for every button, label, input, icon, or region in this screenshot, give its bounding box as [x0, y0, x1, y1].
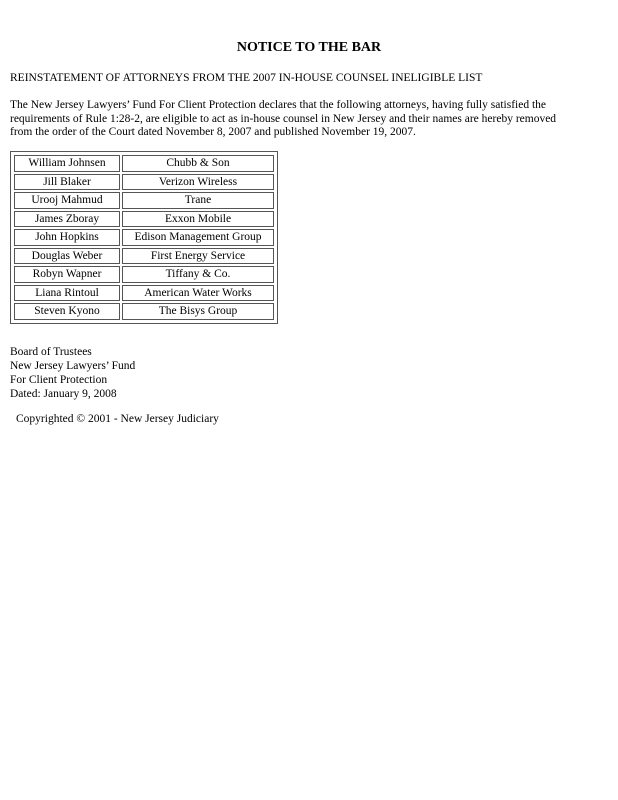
attorney-name-cell: Jill Blaker — [14, 174, 120, 191]
attorney-name-cell: Robyn Wapner — [14, 266, 120, 283]
table-row — [14, 285, 274, 302]
attorney-table — [10, 151, 278, 324]
employer-cell: Chubb & Son — [122, 155, 274, 172]
table-row — [14, 303, 274, 320]
attorney-name-cell: Urooj Mahmud — [14, 192, 120, 209]
attorney-name-cell: John Hopkins — [14, 229, 120, 246]
attorney-name-cell: Steven Kyono — [14, 303, 120, 320]
notice-subtitle: REINSTATEMENT OF ATTORNEYS FROM THE 2007 IN-HOUSE COUNSEL INELIGIBLE LIST — [10, 72, 483, 84]
employer-cell: First Energy Service — [122, 248, 274, 265]
table-row — [14, 266, 274, 283]
table-row — [14, 229, 274, 246]
employer-cell: Tiffany & Co. — [122, 266, 274, 283]
employer-cell: Verizon Wireless — [122, 174, 274, 191]
attorney-name-cell: James Zboray — [14, 211, 120, 228]
signature-block — [10, 345, 135, 401]
signature-line: New Jersey Lawyers’ Fund — [10, 360, 136, 372]
paragraph-line: The New Jersey Lawyers’ Fund For Client Protection declares that the following attorneys, having fully satisfied the — [10, 99, 547, 111]
attorney-name-cell: William Johnsen — [14, 155, 120, 172]
employer-cell: American Water Works — [122, 285, 274, 302]
employer-cell: Exxon Mobile — [122, 211, 274, 228]
attorney-name-cell: Liana Rintoul — [14, 285, 120, 302]
signature-date: Dated: January 9, 2008 — [10, 388, 117, 400]
notice-paragraph — [10, 99, 610, 140]
employer-cell: Edison Management Group — [122, 229, 274, 246]
signature-line: For Client Protection — [10, 374, 108, 386]
signature-line: Board of Trustees — [10, 346, 92, 358]
table-row — [14, 174, 274, 191]
copyright-notice: Copyrighted © 2001 - New Jersey Judiciary — [16, 413, 219, 425]
employer-cell: Trane — [122, 192, 274, 209]
paragraph-line: requirements of Rule 1:28-2, are eligible to act as in-house counsel in New Jersey and their names are hereby removed — [10, 112, 557, 125]
attorney-name-cell: Douglas Weber — [14, 248, 120, 265]
table-row — [14, 192, 274, 209]
paragraph-line: from the order of the Court dated November 8, 2007 and published November 19, 2007. — [10, 126, 416, 138]
page-title: NOTICE TO THE BAR — [236, 40, 382, 55]
table-row — [14, 211, 274, 228]
table-row — [14, 155, 274, 172]
table-row — [14, 248, 274, 265]
employer-cell: The Bisys Group — [122, 303, 274, 320]
